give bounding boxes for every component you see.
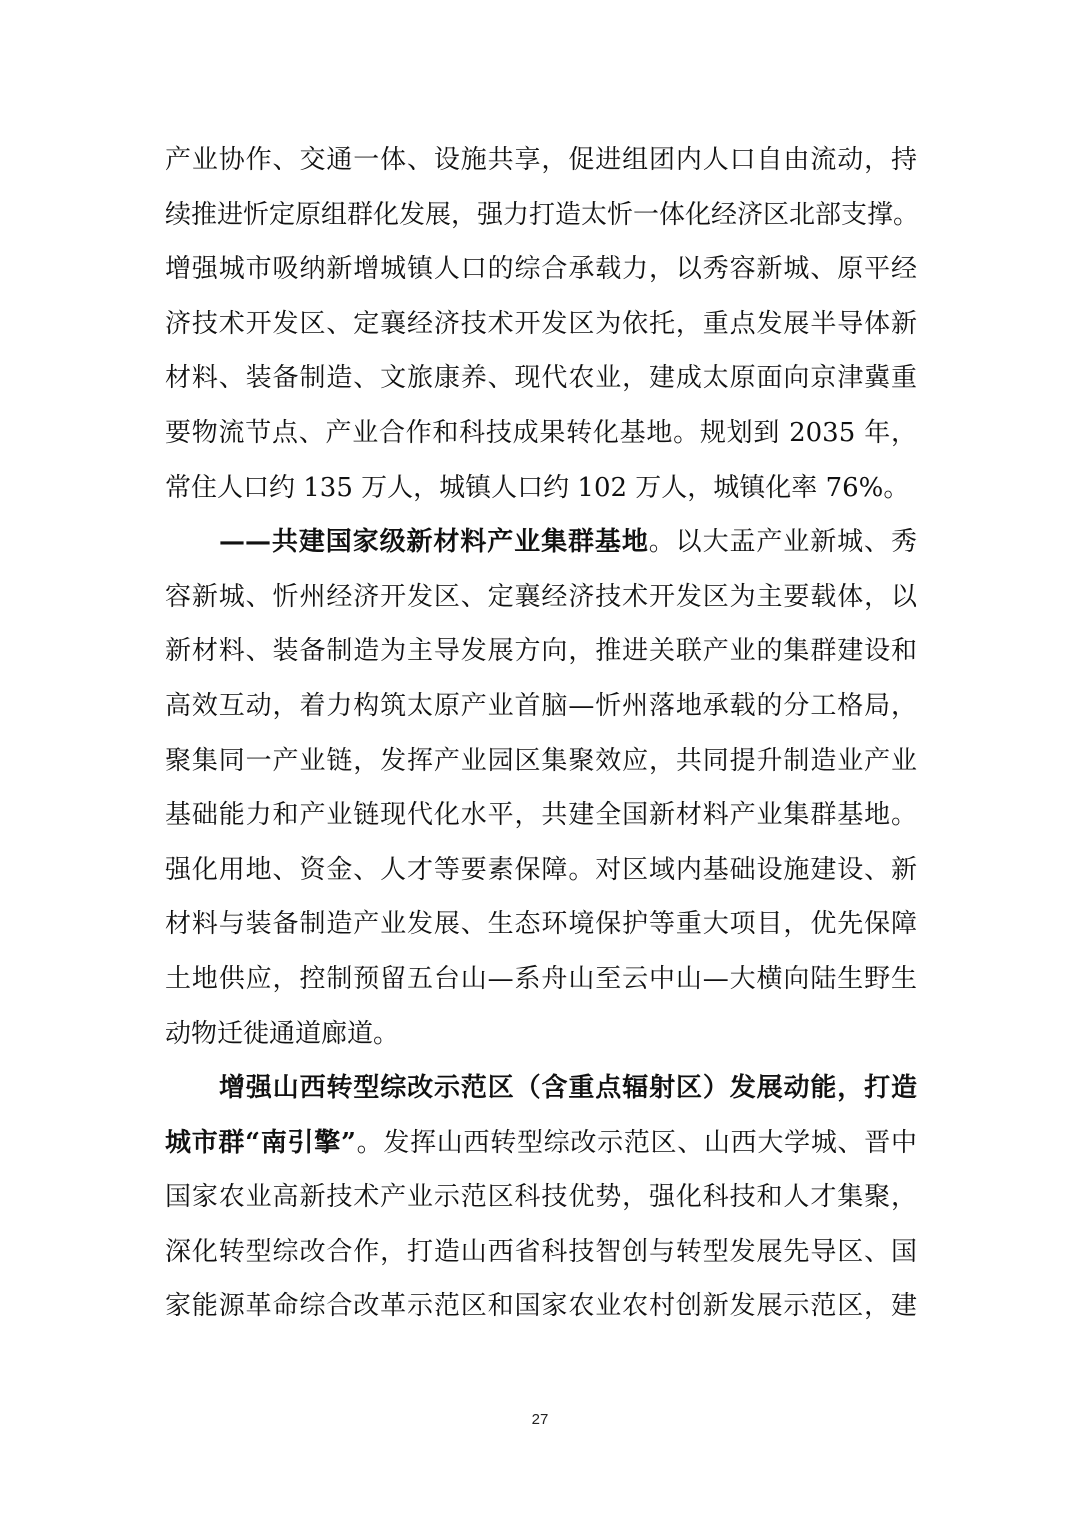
bold-heading-text: 增强山西转型综改示范区（含重点辐射区）发展动能，打造 [219,1073,917,1104]
body-text-segment: 国家农业高新技术产业示范区科技优势，强化科技和人才集聚， [165,1182,917,1213]
text-line [165,351,917,406]
text-line [165,952,917,1007]
text-line [165,515,917,570]
body-text-segment: 深化转型综改合作，打造山西省科技智创与转型发展先导区、国 [165,1236,917,1267]
body-text-segment: 高效互动，着力构筑太原产业首脑—忻州落地承载的分工格局， [165,690,917,721]
body-text-segment: 续推进忻定原组群化发展，强力打造太忻一体化经济区北部支撑。 [165,199,920,230]
body-text-segment: 济技术开发区、定襄经济技术开发区为依托，重点发展半导体新 [165,308,917,339]
text-line [165,1061,917,1116]
body-text-segment: 新材料、装备制造为主导发展方向，推进关联产业的集群建设和 [165,636,917,667]
body-text-segment: 土地供应，控制预留五台山—系舟山至云中山—大横向陆生野生 [165,963,917,994]
body-text-segment: 。以大盂产业新城、秀 [648,527,917,558]
text-line [165,1279,917,1334]
body-text-segment: 动物迁徙通道廊道。 [165,1018,400,1049]
text-line [165,1225,917,1280]
body-text-segment: 容新城、忻州经济开发区、定襄经济技术开发区为主要载体，以 [165,581,917,612]
body-text [165,133,920,1334]
text-line [165,734,917,789]
body-text-segment: 家能源革命综合改革示范区和国家农业农村创新发展示范区，建 [165,1291,917,1322]
body-text-segment: 材料、装备制造、文旅康养、现代农业，建成太原面向京津冀重 [165,363,917,394]
body-text-segment: 。发挥山西转型综改示范区、山西大学城、晋中 [355,1127,917,1158]
bold-heading-text: ——共建国家级新材料产业集群基地 [219,527,649,558]
text-line [165,570,917,625]
text-line [165,406,917,461]
text-line [165,133,917,188]
page-number: 27 [531,1411,549,1428]
text-line [165,1170,917,1225]
text-line [165,1007,917,1062]
body-text-segment: 常住人口约 135 万人，城镇人口约 102 万人，城镇化率 76%。 [165,472,910,503]
text-line [165,1116,917,1171]
text-line [165,461,917,516]
body-text-segment: 产业协作、交通一体、设施共享，促进组团内人口自由流动，持 [165,145,917,175]
body-text-segment: 材料与装备制造产业发展、生态环境保护等重大项目，优先保障 [165,909,917,940]
body-text-segment: 基础能力和产业链现代化水平，共建全国新材料产业集群基地。 [165,800,917,831]
body-text-segment: 聚集同一产业链，发挥产业园区集聚效应，共同提升制造业产业 [165,745,917,776]
body-text-segment: 强化用地、资金、人才等要素保障。对区域内基础设施建设、新 [165,854,917,885]
bold-heading-text: 城市群“南引擎” [165,1127,356,1158]
text-line [165,188,920,243]
text-line [165,788,917,843]
text-line [165,897,917,952]
text-line [165,297,917,352]
text-line [165,843,917,898]
body-text-segment: 增强城市吸纳新增城镇人口的综合承载力，以秀容新城、原平经 [165,254,917,285]
text-line [165,624,917,679]
text-line [165,242,917,297]
text-line [165,679,917,734]
body-text-segment: 要物流节点、产业合作和科技成果转化基地。规划到 2035 年， [165,417,917,448]
